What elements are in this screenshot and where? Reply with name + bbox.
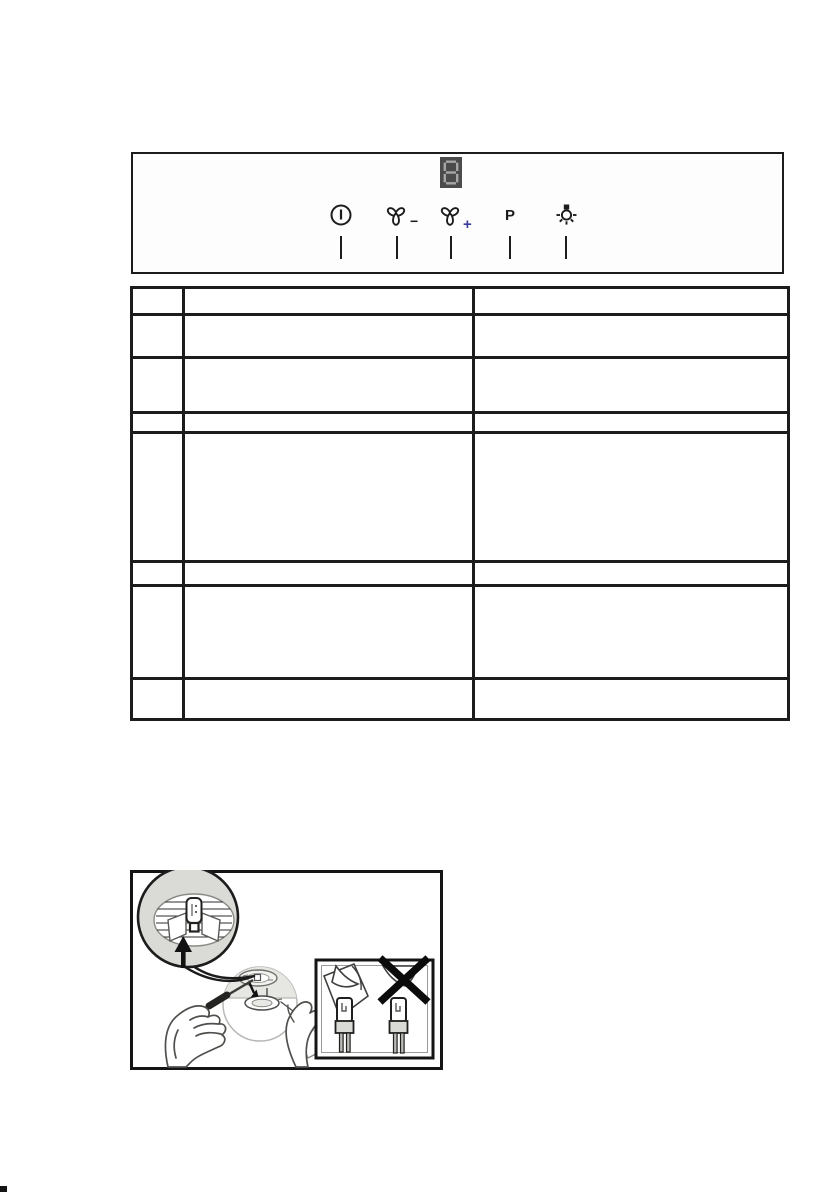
page-corner-artifact xyxy=(0,1186,7,1192)
minus-glyph: − xyxy=(410,213,419,229)
tick-mark xyxy=(340,236,342,259)
intensive-button xyxy=(487,200,533,259)
power-button xyxy=(318,200,364,259)
plus-glyph: + xyxy=(463,216,472,233)
table-row xyxy=(132,315,789,358)
tick-mark xyxy=(450,236,452,259)
table-cell xyxy=(474,315,789,358)
control-table-body xyxy=(132,288,789,720)
tick-mark xyxy=(396,236,398,259)
fan-minus-icon xyxy=(384,200,411,230)
table-cell xyxy=(474,413,789,433)
seven-segment-display xyxy=(440,157,462,188)
intensive-label: P xyxy=(504,206,515,224)
control-panel xyxy=(131,152,784,274)
table-cell xyxy=(132,679,184,720)
table-cell xyxy=(184,358,474,413)
fan-speed-down-button xyxy=(374,200,420,259)
control-description-table xyxy=(130,286,790,721)
table-cell xyxy=(132,288,184,315)
tick-mark xyxy=(565,236,567,259)
power-icon xyxy=(328,200,354,230)
table-cell xyxy=(184,433,474,562)
seven-segment-digit xyxy=(440,157,462,188)
bulb-handling-inset xyxy=(316,958,433,1058)
light-icon xyxy=(553,200,580,230)
table-row xyxy=(132,413,789,433)
table-cell xyxy=(474,679,789,720)
fan-plus-icon xyxy=(438,200,465,230)
table-row xyxy=(132,586,789,679)
table-row xyxy=(132,433,789,562)
table-cell xyxy=(474,586,789,679)
table-row xyxy=(132,562,789,586)
table-cell xyxy=(474,358,789,413)
table-cell xyxy=(184,315,474,358)
table-cell xyxy=(132,433,184,562)
table-cell xyxy=(474,288,789,315)
table-cell xyxy=(184,679,474,720)
table-cell xyxy=(184,586,474,679)
table-cell xyxy=(132,562,184,586)
tick-mark xyxy=(509,236,511,259)
table-cell xyxy=(474,562,789,586)
table-cell xyxy=(184,288,474,315)
table-row xyxy=(132,358,789,413)
table-cell xyxy=(132,315,184,358)
lamp-replacement-figure xyxy=(130,870,443,1070)
table-cell xyxy=(132,358,184,413)
table-row xyxy=(132,288,789,315)
table-cell xyxy=(132,586,184,679)
table-row xyxy=(132,679,789,720)
table-cell xyxy=(474,433,789,562)
table-cell xyxy=(184,413,474,433)
table-cell xyxy=(184,562,474,586)
table-cell xyxy=(132,413,184,433)
light-button xyxy=(543,200,589,259)
